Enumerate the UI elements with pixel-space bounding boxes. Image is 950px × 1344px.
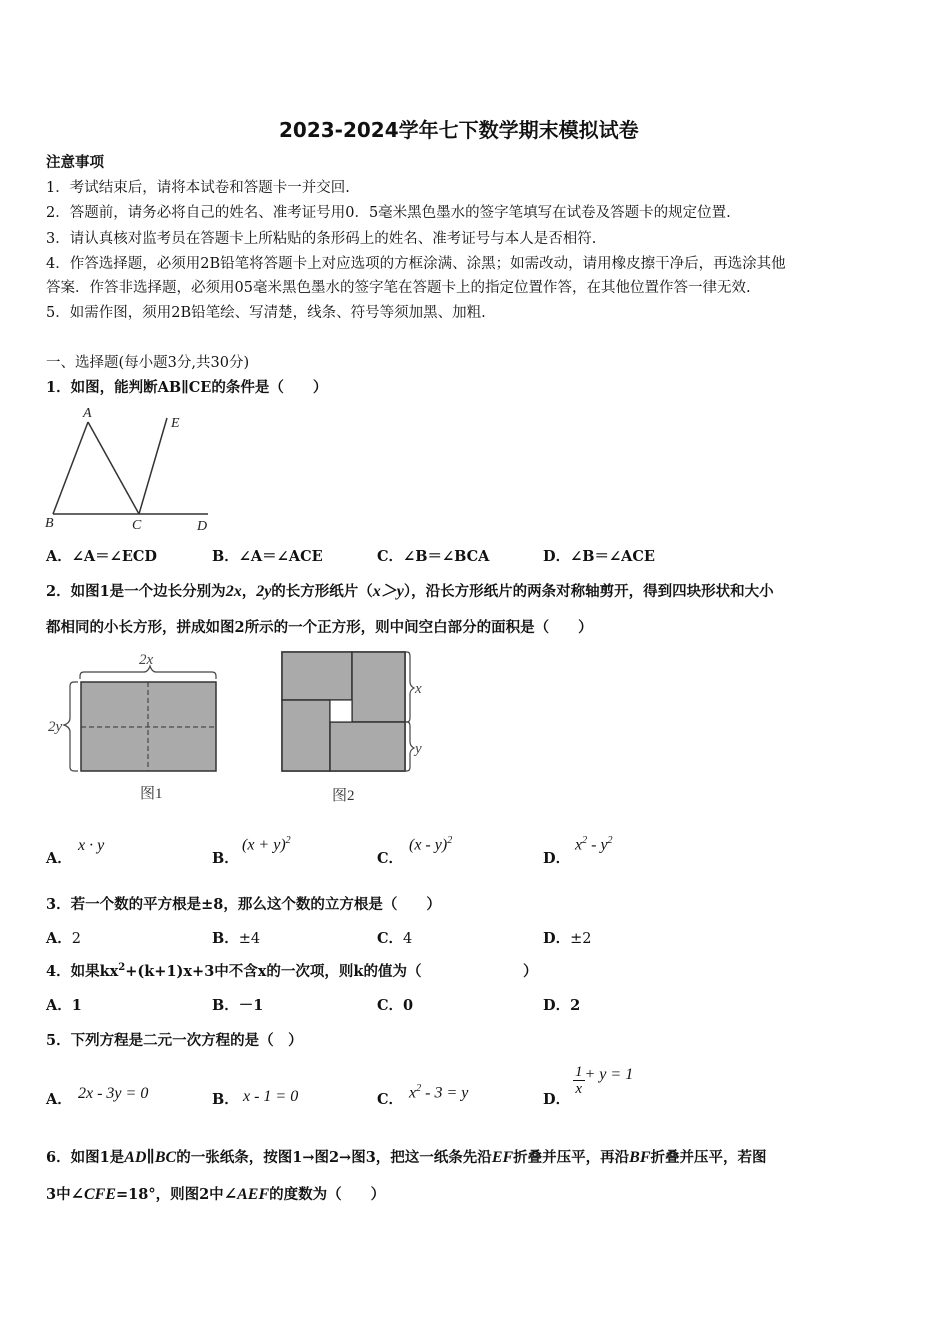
fig2-label-y: y — [415, 741, 422, 757]
option-a[interactable]: A． — [46, 1091, 72, 1108]
option-c[interactable]: C． — [377, 850, 404, 867]
question-stem: 3．若一个数的平方根是±8，那么这个数的立方根是（ ） — [46, 896, 441, 913]
question-stem: 5．下列方程是二元一次方程的是（ ） — [46, 1032, 303, 1049]
option-b[interactable]: B．∠A＝∠ACE — [212, 548, 323, 565]
option-b[interactable]: B． — [212, 1091, 239, 1108]
question-stem-line1: 2．如图1是一个边长分别为2x，2y的长方形纸片（x＞y），沿长方形纸片的两条对称轴剪开，得到四块形状和大小 — [46, 583, 774, 600]
segment-ac — [88, 422, 139, 514]
option-a[interactable]: A． — [46, 850, 72, 867]
option-b-expr: x - 1 = 0 — [243, 1088, 299, 1105]
label-b: B — [45, 516, 54, 531]
option-c[interactable]: C．0 — [377, 997, 414, 1014]
fig1-top-label: 2x — [139, 652, 154, 668]
notice-item: 4．作答选择题，必须用2B铅笔将答题卡上对应选项的方框涂满、涂黑；如需改动，请用橡皮擦干净后，再选涂其他 — [46, 256, 786, 272]
option-b[interactable]: B．－1 — [212, 997, 264, 1014]
option-a[interactable]: A．∠A＝∠ECD — [46, 548, 157, 565]
label-d: D — [197, 519, 208, 534]
brace-left — [64, 682, 78, 771]
q2-figure-2 — [276, 648, 426, 808]
notice-item: 5．如需作图，须用2B铅笔绘、写清楚，线条、符号等须加黑、加粗. — [46, 305, 486, 321]
option-c[interactable]: C．4 — [377, 930, 413, 947]
fraction: $\frac{1}{x}$ — [575, 1064, 583, 1097]
label-a: A — [83, 408, 92, 421]
notice-item: 3．请认真核对监考员在答题卡上所粘贴的条形码上的姓名、准考证号与本人是否相符. — [46, 231, 597, 247]
fig1-caption: 图1 — [140, 786, 163, 802]
option-b[interactable]: B． — [212, 850, 239, 867]
piece-top-right — [352, 652, 405, 722]
brace-y — [405, 722, 414, 771]
option-b-expr: $(x + y)^2$ — [242, 835, 291, 854]
option-b[interactable]: B．±4 — [212, 930, 261, 947]
q1-figure — [40, 408, 220, 534]
option-d[interactable]: D．∠B＝∠ACE — [543, 548, 655, 565]
notice-item: 2．答题前，请务必将自己的姓名、准考证号用0．5毫米黑色墨水的签字笔填写在试卷及答题卡的规定位置. — [46, 205, 731, 221]
segment-ab — [53, 422, 88, 514]
fig1-side-label: 2y — [48, 719, 63, 735]
question-stem: 4．如果$kx^2+(k+1)x+3$中不含x的一次项，则k的值为（ ） — [46, 962, 538, 980]
piece-bottom-left — [282, 700, 330, 771]
option-c-expr: $x^2 - 3 = y$ — [409, 1083, 469, 1102]
option-c[interactable]: C．∠B＝∠BCA — [377, 548, 490, 565]
notice-heading: 注意事项 — [46, 154, 104, 171]
option-a-expr: x · y — [78, 837, 105, 854]
option-d[interactable]: D．2 — [543, 997, 581, 1014]
option-d-expr: $x^2 - y^2$ — [575, 835, 613, 854]
option-a[interactable]: A．2 — [46, 930, 81, 947]
option-a-expr: 2x - 3y = 0 — [78, 1085, 149, 1102]
question-stem-line2: 都相同的小长方形，拼成如图2所示的一个正方形，则中间空白部分的面积是（ ） — [46, 619, 593, 636]
option-d-expr: $\frac{1}{x}$ + y = 1 — [575, 1064, 634, 1097]
piece-bottom-right — [330, 722, 405, 771]
option-d[interactable]: D． — [543, 850, 571, 867]
section-heading: 一、选择题(每小题3分,共30分) — [46, 355, 250, 371]
label-c: C — [132, 518, 142, 533]
option-d[interactable]: D． — [543, 1091, 571, 1108]
q2-figure-1 — [44, 648, 224, 808]
fig2-caption: 图2 — [332, 788, 355, 804]
question-stem-line2: 3中∠CFE=18°，则图2中∠AEF的度数为（ ） — [46, 1186, 386, 1203]
option-c-expr: (x - y)$^2$ — [409, 835, 453, 854]
question-stem-line1: 6．如图1是AD∥BC的一张纸条，按图1→图2→图3，把这一纸条先沿EF折叠并压平，再沿BF折叠并压平，若图 — [46, 1149, 767, 1166]
option-d[interactable]: D．±2 — [543, 930, 592, 947]
notice-item: 1．考试结束后，请将本试卷和答题卡一并交回. — [46, 180, 350, 196]
option-a[interactable]: A．1 — [46, 997, 82, 1014]
brace-x — [405, 652, 414, 722]
notice-item: 答案．作答非选择题，必须用05毫米黑色墨水的签字笔在答题卡上的指定位置作答，在其他位置作答一律无效. — [46, 280, 751, 296]
option-c[interactable]: C． — [377, 1091, 404, 1108]
piece-top-left — [282, 652, 352, 700]
label-e: E — [171, 416, 180, 431]
fig2-label-x: x — [415, 681, 422, 697]
segment-ce — [139, 418, 167, 514]
question-stem: 1．如图，能判断AB∥CE的条件是（ ） — [46, 379, 328, 396]
page-title: 2023-2024学年七下数学期末模拟试卷 — [279, 118, 639, 142]
center-hole — [330, 700, 352, 722]
